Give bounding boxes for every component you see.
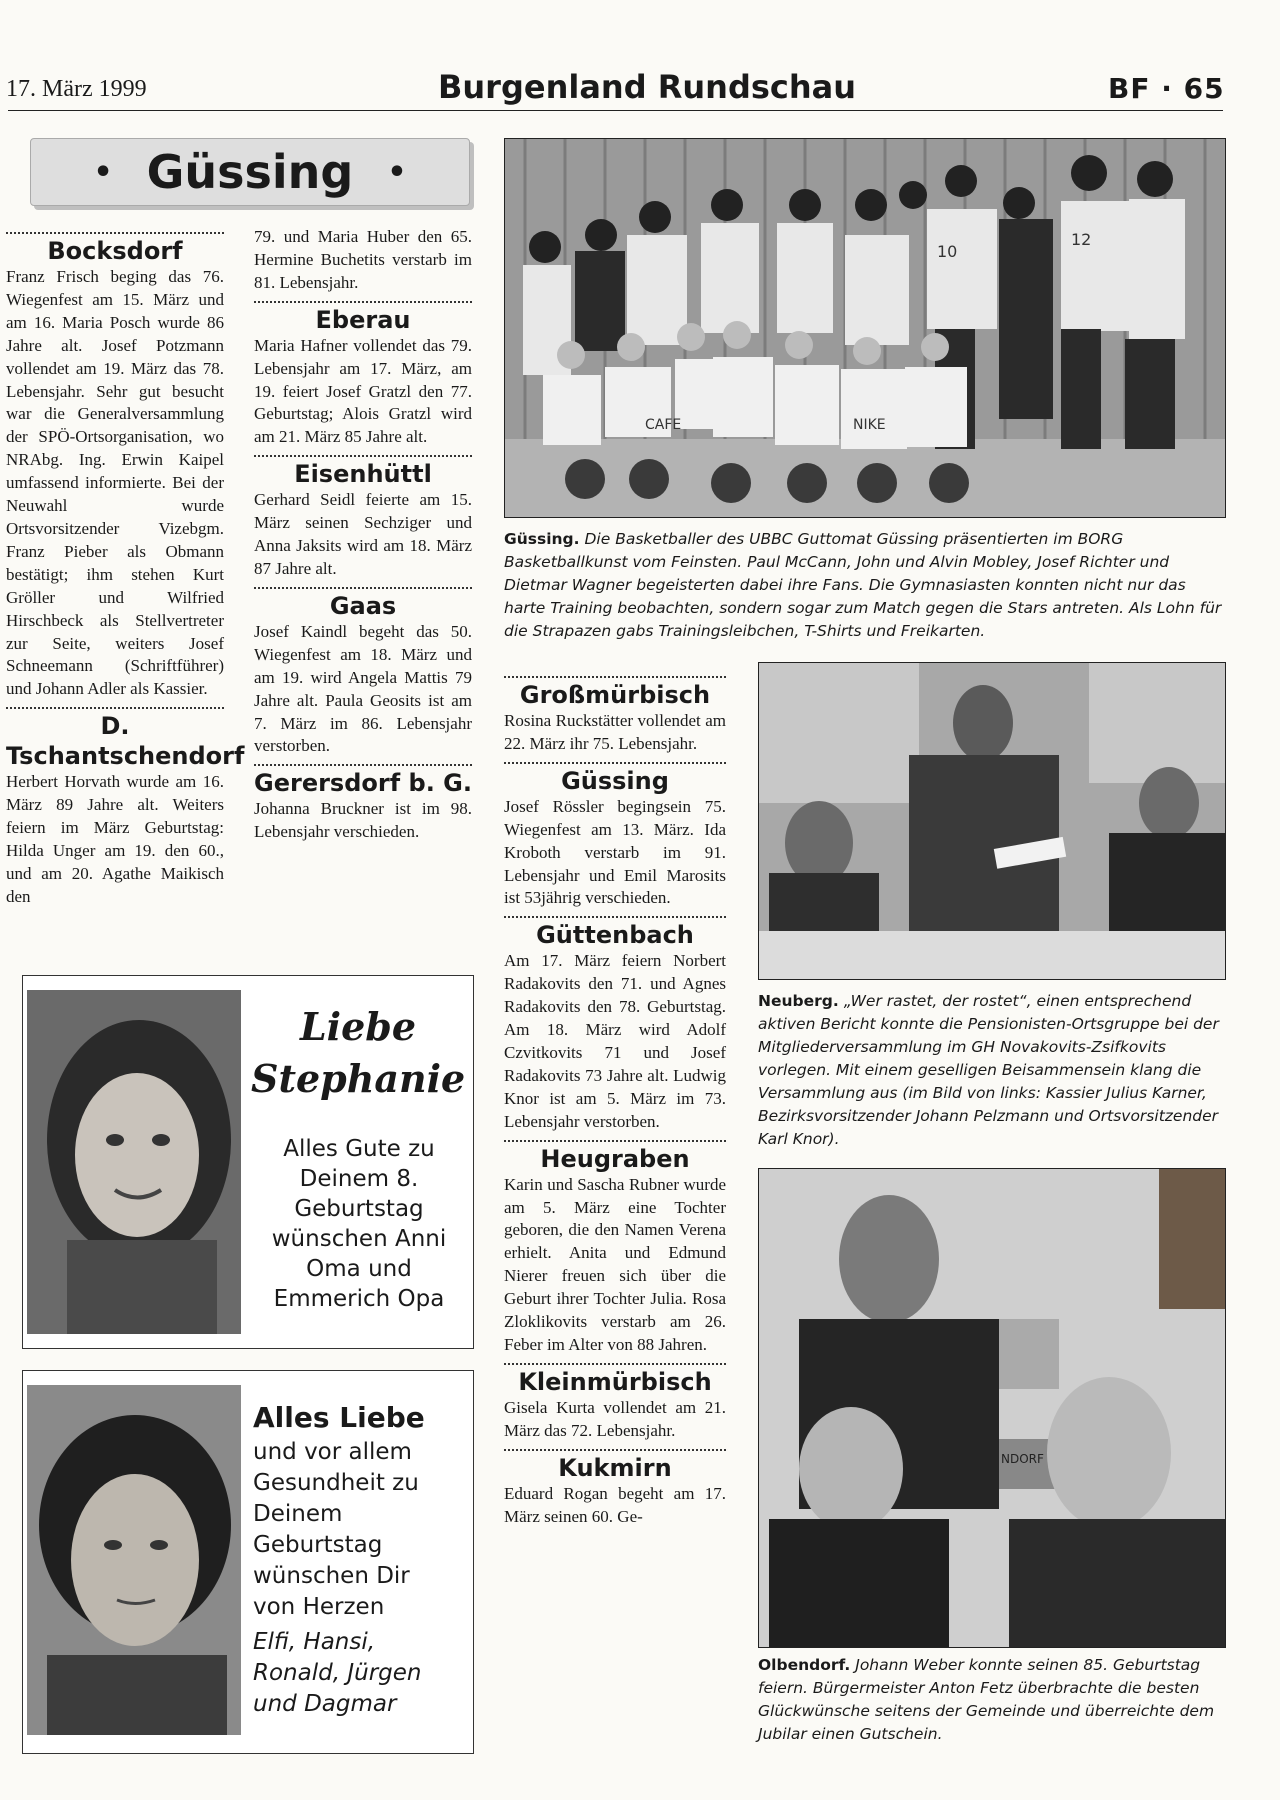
- caption-place: Olbendorf.: [758, 1656, 851, 1674]
- caption-text: Johann Weber konnte seinen 85. Geburtstag feiern. Bürgermeister Anton Fetz überbrachte die besten Glückwünsche seitens der Gemeinde und überreichte dem Jubilar einen Gutschein.: [758, 1656, 1215, 1743]
- article-text: Rosina Ruckstätter vollendet am 22. März ihr 75. Lebensjahr.: [504, 711, 726, 753]
- location-heading: Eisenhüttl: [294, 460, 432, 489]
- page-number: BF · 65: [1108, 72, 1225, 105]
- sign-text: NDORF: [1001, 1452, 1044, 1466]
- location-heading: Güssing: [561, 766, 669, 795]
- birthday-celebration-image: [759, 1169, 1225, 1647]
- newspaper-title: Burgenland Rundschau: [438, 68, 857, 106]
- woman-portrait: [27, 1385, 241, 1735]
- ad-title: Alles Liebe: [253, 1401, 425, 1434]
- column-1: [6, 226, 245, 909]
- ad-message: und vor allem Gesundheit zu Deinem Geburtstag wünschen Dir von Herzen: [253, 1439, 419, 1620]
- section-title: Güssing: [146, 145, 354, 199]
- article-text: 79. und Maria Huber den 65. Hermine Buchetits verstarb im 81. Lebensjahr.: [254, 227, 472, 292]
- child-photo-image: [27, 990, 241, 1334]
- olbendorf-photo: [758, 1168, 1226, 1648]
- article-text: Josef Kaindl begeht das 50. Wiegenfest am 18. März und am 19. wird Angela Mattis 79 Jahre alt. Paula Geosits ist am 7. März im 86. Lebensjahr verstorben.: [254, 621, 472, 756]
- location-heading: Großmürbisch: [519, 681, 711, 709]
- shirt-text-cafe: CAFE: [645, 417, 682, 433]
- birthday-ad-alles-liebe: [22, 1370, 474, 1754]
- separator: [504, 916, 726, 918]
- separator: [504, 762, 726, 764]
- separator: [504, 1363, 726, 1365]
- shirt-text-nike: NIKE: [853, 417, 886, 433]
- article-text: Josef Rössler begingsein 75. Wiegenfest am 13. März. Ida Kroboth verstarb im 91. Lebensjahr und Emil Marosits ist 53jährig verschieden.: [504, 796, 726, 908]
- greeting-name: Stephanie: [251, 1056, 466, 1101]
- location-heading: Eberau: [315, 305, 411, 334]
- article-text: Eduard Rogan begeht am 17. März seinen 60. Ge-: [504, 1483, 726, 1526]
- caption-place: Neuberg.: [758, 992, 839, 1010]
- separator: [254, 764, 472, 766]
- caption-text: Die Basketballer des UBBC Guttomat Güssing präsentierten im BORG Basketballkunst vom Feinsten. Paul McCann, John und Alvin Mobley, Josef Richter und Dietmar Wagner begeisterten dabei ihre Fans. Die Gymnasiasten konnten nicht nur das harte Training beobachten, sondern sogar zum Match gegen die Stars antreten. Als Lohn für die Strapazen gabs Trainingsleibchen, T-Shirts und Freikarten.: [504, 530, 1222, 640]
- article-text: Franz Frisch beging das 76. Wiegenfest am 15. März und am 16. Maria Posch wurde 86 Jahre alt. Josef Potzmann vollendet am 19. März das 78. Lebensjahr. Sehr gut besucht war die Generalversammlung der SPÖ-Ortsorganisation, wo NRAbg. Ing. Erwin Kaipel umfassend informierte. Bei der Neuwahl wurde Ortsvorsitzender Vizebgm. Franz Pieber als Obmann bestätigt; ihm stehen Kurt Gröller und Wilfried Hirschbeck als Stellvertreter zur Seite, weiters Josef Schneemann (Schriftführer) und Johann Adler als Kassier.: [6, 267, 224, 699]
- separator: [254, 455, 472, 457]
- article-text: Maria Hafner vollendet das 79. Lebensjahr am 17. März, am 19. feiert Josef Gratzl den 77. Geburtstag; Alois Gratzl wird am 21. März 85 Jahre alt.: [254, 335, 472, 447]
- bullet-left: •: [93, 154, 113, 190]
- separator: [254, 301, 472, 303]
- header-rule: [8, 110, 1223, 111]
- location-heading: Kukmirn: [558, 1453, 672, 1482]
- section-banner: [30, 138, 470, 206]
- basketball-team-image: [505, 139, 1225, 517]
- neuberg-caption: [758, 990, 1224, 1151]
- greeting-liebe: Liebe: [299, 1004, 417, 1049]
- location-heading: Güttenbach: [536, 921, 694, 950]
- issue-date: 17. März 1999: [6, 76, 147, 102]
- ad-signers: Elfi, Hansi, Ronald, Jürgen und Dagmar: [253, 1629, 422, 1717]
- location-heading: Heugraben: [540, 1144, 690, 1173]
- ad-message: Alles Gute zu Deinem 8. Geburtstag wünschen Anni Oma und Emmerich Opa: [271, 1136, 447, 1312]
- birthday-ad-stephanie: [22, 975, 474, 1349]
- bullet-right: •: [387, 154, 407, 190]
- location-heading: D. Tschantschendorf: [6, 712, 245, 771]
- article-text: Am 17. März feiern Norbert Radakovits den 71. und Agnes Radakovits den 78. Geburtstag. Am 18. März wird Adolf Czvitkovits 71 und Josef Radakovits 73 Jahre alt. Ludwig Knor ist am 5. März im 73. Lebensjahr verstorben.: [504, 951, 726, 1131]
- location-heading: Gerersdorf b. G.: [254, 769, 472, 798]
- separator: [504, 1140, 726, 1142]
- team-photo-caption: [504, 528, 1224, 643]
- jersey-number-12: 12: [1071, 230, 1092, 249]
- article-text: Karin und Sascha Rubner wurde am 5. März eine Tochter geboren, die den Namen Verena erhielt. Anita und Edmund Nierer freuen sich über die Geburt ihrer Tochter Julia. Rosa Zloklikovits verstarb am 26. Feber im Alter von 88 Jahren.: [504, 1174, 726, 1354]
- caption-place: Güssing.: [504, 530, 580, 548]
- location-heading: Kleinmürbisch: [518, 1367, 712, 1396]
- column-2: [254, 226, 472, 844]
- caption-text: „Wer rastet, der rostet“, einen entsprechend aktiven Bericht konnte die Pensionisten-Ortsgruppe bei der Mitgliederversammlung im GH Novakovits-Zsifkovits vorlegen. Mit einem geselligen Beisammensein klang die Versammlung aus (im Bild von links: Kassier Julius Karner, Bezirksvorsitzender Johann Pelzmann und Ortsvorsitzender Karl Knor).: [758, 992, 1219, 1148]
- article-text: Gerhard Seidl feierte am 15. März seinen Sechziger und Anna Jaksits wird am 18. März 87 Jahre alt.: [254, 490, 472, 578]
- separator: [6, 232, 224, 234]
- article-text: Johanna Bruckner ist im 98. Lebensjahr verschieden.: [254, 799, 472, 842]
- separator: [504, 676, 726, 678]
- pensioners-meeting-image: [759, 663, 1225, 979]
- olbendorf-caption: [758, 1654, 1224, 1746]
- jersey-number-10: 10: [937, 242, 958, 261]
- separator: [254, 587, 472, 589]
- article-text: Gisela Kurta vollendet am 21. März das 72. Lebensjahr.: [504, 1397, 726, 1440]
- column-3: [504, 670, 726, 1528]
- location-heading: Gaas: [329, 591, 397, 620]
- team-photo: [504, 138, 1226, 518]
- separator: [6, 707, 224, 709]
- article-text: Herbert Horvath wurde am 16. März 89 Jahre alt. Weiters feiern im März Geburtstag: Hilda Unger am 19. den 60., und am 20. Agathe Maikisch den: [6, 772, 224, 906]
- location-heading: Bocksdorf: [47, 237, 183, 265]
- child-portrait: [27, 990, 241, 1334]
- separator: [504, 1449, 726, 1451]
- neuberg-photo: [758, 662, 1226, 980]
- woman-photo-image: [27, 1385, 241, 1735]
